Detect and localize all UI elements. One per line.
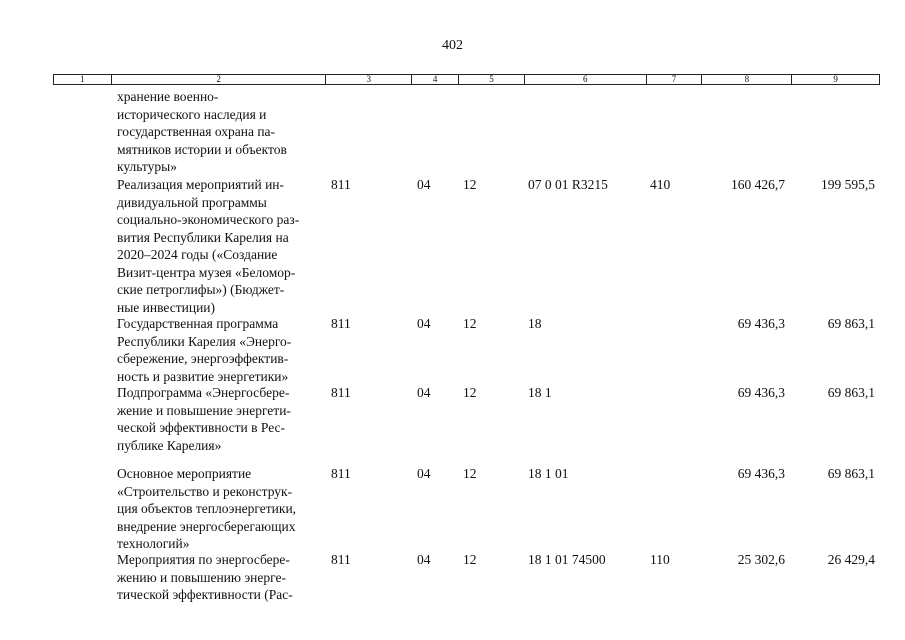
section-code: 04 bbox=[417, 385, 431, 400]
name-line: исторического наследия и bbox=[117, 106, 267, 122]
amount-year1: 69 436,3 bbox=[737, 385, 785, 400]
name-line: жению и повышению энерге- bbox=[117, 569, 286, 585]
amount-year1: 69 436,3 bbox=[737, 316, 785, 331]
name-line: внедрение энергосберегающих bbox=[117, 518, 296, 534]
name-line: ские петроглифы») (Бюджет- bbox=[117, 282, 285, 297]
amount-year1: 69 436,3 bbox=[737, 466, 785, 481]
name-line: тической эффективности (Рас- bbox=[117, 587, 293, 602]
row-name bbox=[117, 465, 327, 553]
subsection-code: 12 bbox=[463, 316, 477, 331]
subsection-code: 12 bbox=[463, 385, 477, 400]
expense-type-code: 110 bbox=[650, 552, 670, 567]
subsection-code: 12 bbox=[463, 177, 477, 192]
row-name bbox=[117, 551, 327, 604]
target-code: 18 1 bbox=[528, 385, 552, 400]
target-code: 07 0 01 R3215 bbox=[528, 177, 608, 192]
name-line: Реализация мероприятий ин- bbox=[117, 177, 285, 192]
table-column-numbers bbox=[53, 74, 880, 85]
name-line: культуры» bbox=[117, 159, 177, 174]
name-line: ность и развитие энергетики» bbox=[117, 368, 289, 384]
column-number: 9 bbox=[833, 74, 838, 84]
name-line: Мероприятия по энергосбере- bbox=[117, 552, 290, 567]
subsection-code: 12 bbox=[463, 466, 477, 481]
section-code: 04 bbox=[417, 177, 431, 192]
dept-code: 811 bbox=[331, 466, 351, 481]
subsection-code: 12 bbox=[463, 552, 477, 567]
name-line: ческой эффективности в Рес- bbox=[117, 420, 286, 435]
column-number: 7 bbox=[647, 75, 703, 84]
column-number: 3 bbox=[326, 75, 412, 84]
name-line: публике Карелия» bbox=[117, 437, 222, 453]
section-code: 04 bbox=[417, 552, 431, 567]
dept-code: 811 bbox=[331, 385, 351, 400]
name-line: ные инвестиции) bbox=[117, 299, 216, 315]
page-number: 402 bbox=[442, 38, 463, 53]
name-line: Основное мероприятие bbox=[117, 466, 252, 481]
dept-code: 811 bbox=[331, 552, 351, 567]
name-line: социально-экономического раз- bbox=[117, 212, 300, 227]
name-line: 2020–2024 годы («Создание bbox=[117, 247, 278, 262]
name-line: вития Республики Карелия на bbox=[117, 229, 289, 245]
row-name bbox=[117, 176, 327, 316]
name-line: жение и повышение энергети- bbox=[117, 402, 291, 418]
column-number: 6 bbox=[525, 75, 647, 84]
name-line: государственная охрана па- bbox=[117, 124, 276, 139]
amount-year2: 69 863,1 bbox=[827, 316, 875, 331]
row-name bbox=[117, 315, 327, 385]
name-line: Визит-центра музея «Беломор- bbox=[117, 264, 296, 280]
target-code: 18 bbox=[528, 316, 542, 331]
amount-year2: 69 863,1 bbox=[827, 466, 875, 481]
column-number: 8 bbox=[702, 75, 792, 84]
column-number: 4 bbox=[412, 75, 459, 84]
target-code: 18 1 01 74500 bbox=[528, 552, 606, 567]
section-code: 04 bbox=[417, 316, 431, 331]
name-line: Подпрограмма «Энергосбере- bbox=[117, 385, 290, 400]
name-line: мятников истории и объектов bbox=[117, 141, 287, 157]
name-line: хранение военно- bbox=[117, 89, 219, 104]
expense-type-code: 410 bbox=[650, 177, 671, 192]
name-line: дивидуальной программы bbox=[117, 194, 267, 210]
name-line: ция объектов теплоэнергетики, bbox=[117, 501, 297, 516]
dept-code: 811 bbox=[331, 177, 351, 192]
amount-year1: 160 426,7 bbox=[731, 177, 785, 192]
name-line: технологий» bbox=[117, 536, 190, 551]
column-number: 1 bbox=[54, 75, 112, 84]
amount-year2: 199 595,5 bbox=[821, 177, 875, 192]
column-number: 5 bbox=[459, 75, 525, 84]
amount-year2: 69 863,1 bbox=[827, 385, 875, 400]
column-number: 2 bbox=[112, 75, 326, 84]
amount-year1: 25 302,6 bbox=[737, 552, 785, 567]
amount-year2: 26 429,4 bbox=[827, 552, 875, 567]
name-line: сбережение, энергоэффектив- bbox=[117, 351, 289, 366]
row-name bbox=[117, 384, 327, 454]
target-code: 18 1 01 bbox=[528, 466, 569, 481]
name-line: Республики Карелия «Энерго- bbox=[117, 333, 292, 349]
dept-code: 811 bbox=[331, 316, 351, 331]
row-name bbox=[117, 88, 327, 176]
section-code: 04 bbox=[417, 466, 431, 481]
name-line: Государственная программа bbox=[117, 316, 279, 331]
name-line: «Строительство и реконструк- bbox=[117, 483, 293, 499]
